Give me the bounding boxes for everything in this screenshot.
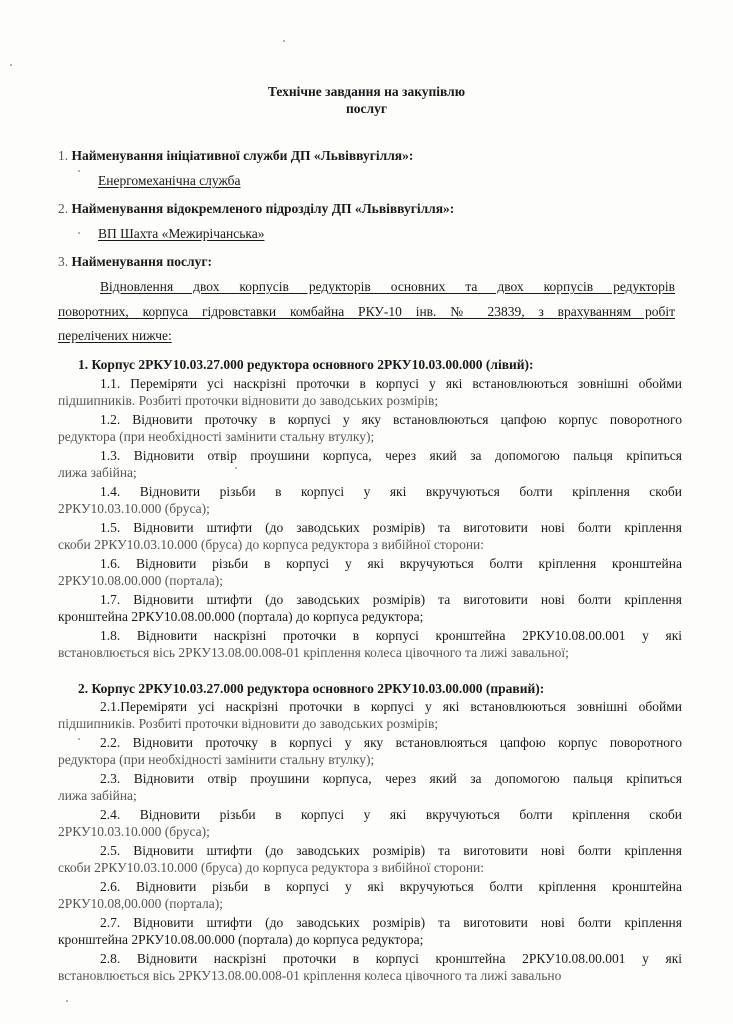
- section-3-heading: [58, 254, 212, 270]
- part-1-line: 1.5. Відновити штифти (до заводських розмірів) та виготовити нові болти кріплення: [100, 520, 682, 535]
- scan-speck: [78, 170, 80, 172]
- part-2-line: 2.4. Відновити різьби в корпусі у які вкручуються болти кріплення скоби: [100, 807, 682, 822]
- section-2-number: 2.: [58, 201, 69, 216]
- scan-speck: [10, 64, 12, 66]
- part-1-heading: 1. Корпус 2РКУ10.03.27.000 редуктора основного 2РКУ10.03.00.000 (лівий):: [78, 357, 534, 372]
- section-3-number: 3.: [58, 254, 69, 269]
- scan-speck: [283, 40, 285, 42]
- part-2-line: 2.6. Відновити різьби в корпусі у які вкручуються болти кріплення кронштейна: [100, 879, 682, 894]
- part-1-line: 1.6. Відновити різьби в корпусі у які вкручуються болти кріплення кронштейна: [100, 556, 682, 571]
- part-1-line: 2РКУ10.03.10.000 (бруса);: [58, 501, 210, 516]
- part-1-line: лижа забійна;: [58, 465, 137, 480]
- part-2-line: встановлюється вісь 2РКУ13.08.00.008-01 кріплення колеса цівочного та лижі завально: [58, 968, 562, 983]
- part-1-line: підшипників. Розбиті проточки відновити до заводських розмірів;: [58, 393, 439, 408]
- section-1-heading: [58, 148, 413, 164]
- section-1-value: Енергомеханічна служба: [98, 173, 241, 188]
- scan-speck: [78, 232, 80, 234]
- document-title-line2: послуг: [346, 101, 387, 116]
- part-2-line: підшипників. Розбиті проточки відновити до заводських розмірів;: [58, 716, 439, 731]
- part-1-line: 2РКУ10.08.00.000 (портала);: [58, 573, 223, 588]
- part-1-line: 1.2. Відновити проточку в корпусі у яку встановлюються цапфою корпус поворотного: [100, 412, 682, 427]
- scan-speck: [78, 738, 80, 740]
- part-2-line: 2.7. Відновити штифти (до заводських розмірів) та виготовити нові болти кріплення: [100, 915, 682, 930]
- part-2-line: 2РКУ10.03.10.000 (бруса);: [58, 824, 210, 839]
- part-2-line: скоби 2РКУ10.03.10.000 (бруса) до корпуса редуктора з вибійної сторони:: [58, 860, 485, 875]
- part-1-line: 1.1. Переміряти усі наскрізні проточки в корпусі у які встановлюються зовнішні обойми: [100, 376, 682, 391]
- section-3-label: Найменування послуг:: [71, 254, 212, 269]
- part-2-line: 2.8. Відновити наскрізні проточки в корпусі кронштейна 2РКУ10.08.00.001 у які: [100, 951, 682, 966]
- scan-speck: [66, 1000, 68, 1002]
- document-title-line1: Технічне завдання на закупівлю: [267, 84, 466, 99]
- part-1-line: 1.8. Відновити наскрізні проточки в корпусі кронштейна 2РКУ10.08.00.001 у які: [100, 628, 682, 643]
- section-2-label: Найменування відокремленого підрозділу ДП «Львіввугілля»:: [71, 201, 455, 216]
- part-1-line: скоби 2РКУ10.03.10.000 (бруса) до корпуса редуктора з вибійної сторони:: [58, 537, 485, 552]
- part-1-line: 1.3. Відновити отвір проушини корпуса, через який за допомогою пальця кріпиться: [100, 448, 682, 463]
- part-2-line: 2.1.Переміряти усі наскрізні проточки в корпусі у які встановлюються зовнішні обойми: [100, 699, 682, 714]
- part-2-line: кронштейна 2РКУ10.08.00.000 (портала) до корпуса редуктора;: [58, 932, 424, 947]
- part-1-line: 1.4. Відновити різьби в корпусі у які вкручуються болти кріплення скоби: [100, 484, 682, 499]
- services-line-2: поворотних, корпуса гідровставки комбайна РКУ-10 інв. № 23839, з врахуванням робіт: [58, 304, 675, 319]
- section-2-value: ВП Шахта «Межирічанська»: [98, 226, 265, 241]
- part-1-line: редуктора (при необхідності замінити стальну втулку);: [58, 429, 375, 444]
- part-2-line: 2.2. Відновити проточку в корпусі у яку встановлюяться цапфою корпус поворотного: [100, 735, 682, 750]
- section-1-number: 1.: [58, 148, 69, 163]
- services-line-3: перелічених нижче:: [58, 328, 172, 343]
- part-2-line: 2.3. Відновити отвір проушини корпуса, через який за допомогою пальця кріпиться: [100, 771, 682, 786]
- scan-speck: [235, 467, 237, 469]
- section-1-label: Найменування ініціативної служби ДП «Львіввугілля»:: [71, 148, 414, 163]
- services-line-1: Відновлення двох корпусів редукторів основних та двох корпусів редукторів: [100, 279, 675, 294]
- part-1-line: 1.7. Відновити штифти (до заводських розмірів) та виготовити нові болти кріплення: [100, 592, 682, 607]
- part-2-line: 2РКУ10.08,00.000 (портала);: [58, 896, 223, 911]
- part-2-line: редуктора (при необхідності замінити стальну втулку);: [58, 752, 375, 767]
- part-2-line: лижа забійна;: [58, 788, 137, 803]
- part-2-line: 2.5. Відновити штифти (до заводських розмірів) та виготовити нові болти кріплення: [100, 843, 682, 858]
- part-2-heading: 2. Корпус 2РКУ10.03.27.000 редуктора основного 2РКУ10.03.00.000 (правий):: [78, 681, 545, 696]
- part-1-line: встановлюється вісь 2РКУ13.08.00.008-01 кріплення колеса цівочного та лижі завальної;: [58, 645, 569, 660]
- part-1-line: кронштейна 2РКУ10.08.00.000 (портала) до корпуса редуктора;: [58, 609, 424, 624]
- section-2-heading: [58, 201, 454, 217]
